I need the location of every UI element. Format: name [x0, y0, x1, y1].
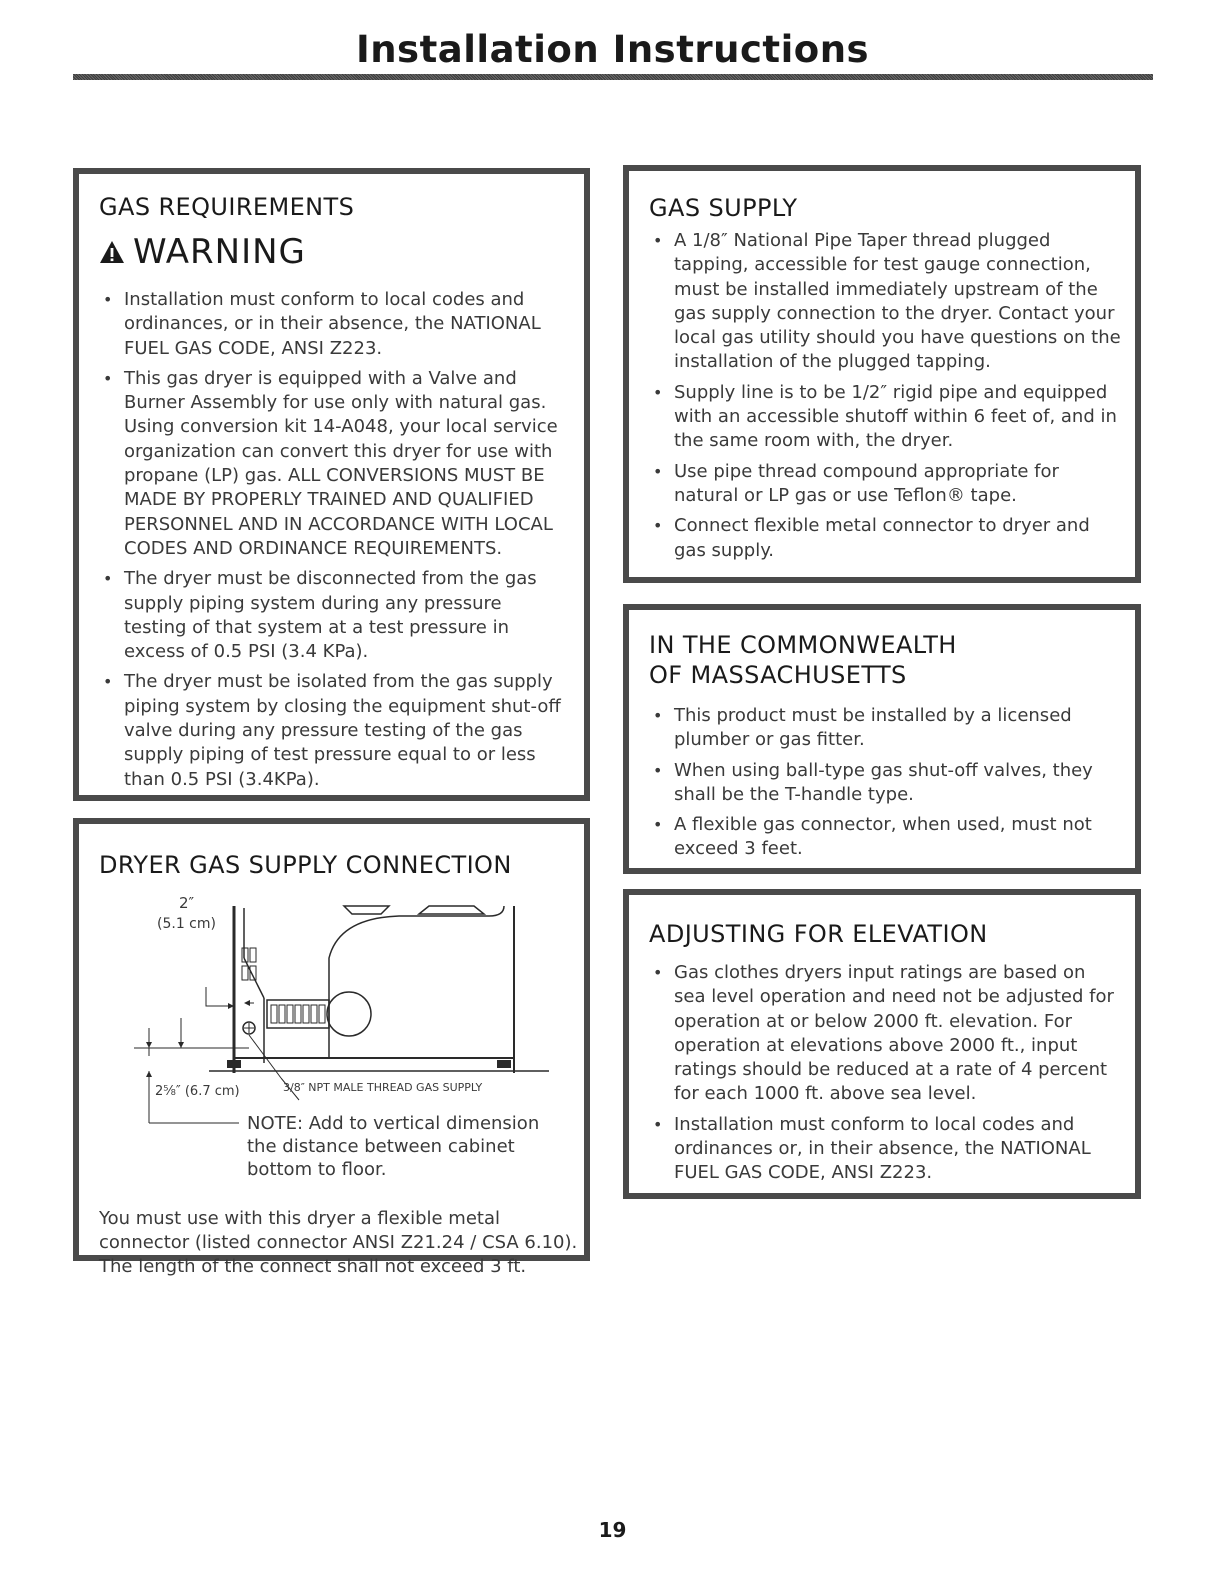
massachusetts-heading-line2: OF MASSACHUSETTS: [649, 661, 907, 689]
list-item: • This product must be installed by a licensed plumber or gas fitter.: [649, 704, 1115, 753]
list-item: • When using ball-type gas shut-off valves, they shall be the T-handle type.: [649, 759, 1115, 808]
massachusetts-box: [623, 604, 1141, 874]
gas-supply-box: [623, 165, 1141, 583]
gas-requirements-heading: GAS REQUIREMENTS: [99, 193, 355, 221]
elevation-box: [623, 889, 1141, 1199]
dryer-gas-supply-connection-box: [73, 818, 590, 1277]
gas-connection-diagram: [99, 888, 569, 1138]
gas-supply-list: [649, 229, 1125, 563]
list-item: • Supply line is to be 1/2″ rigid pipe and equipped with an accessible shutoff within 6 feet of, and in the same room with, the dryer.: [649, 381, 1125, 454]
warning-row: [99, 234, 564, 270]
dimension-top-label: 2″: [179, 894, 195, 912]
list-item: • The dryer must be disconnected from the gas supply piping system during any pressure testing of that system at a test pressure in excess of 0.5 PSI (3.4 KPa).: [99, 567, 564, 664]
dimension-bottom-label: 2⅝″ (6.7 cm): [155, 1084, 240, 1099]
massachusetts-heading-line1: IN THE COMMONWEALTH: [649, 631, 957, 659]
gas-requirements-list: [99, 288, 564, 792]
warning-triangle-icon: [99, 240, 125, 264]
connection-heading: DRYER GAS SUPPLY CONNECTION: [99, 851, 512, 879]
gas-requirements-box: [73, 168, 590, 801]
list-item: • Connect flexible metal connector to dryer and gas supply.: [649, 514, 1125, 563]
title-rule: [73, 74, 1153, 80]
elevation-list: [649, 961, 1115, 1186]
list-item: • Installation must conform to local codes and ordinances, or in their absence, the NATIONAL FUEL GAS CODE, ANSI Z223.: [99, 288, 564, 361]
list-item: • Use pipe thread compound appropriate for natural or LP gas or use Teflon® tape.: [649, 460, 1125, 509]
pipe-label: 3/8″ NPT MALE THREAD GAS SUPPLY: [283, 1081, 483, 1094]
dimension-top-metric: (5.1 cm): [157, 916, 216, 932]
gas-supply-heading: GAS SUPPLY: [649, 194, 798, 222]
list-item: • A 1/8″ National Pipe Taper thread plugged tapping, accessible for test gauge connection, must be installed immediately upstream of the gas supply connection to the dryer. Contact your local gas utility should you have questions on the installation of the plugged tapping.: [649, 229, 1125, 375]
diagram-note: NOTE: Add to vertical dimension the distance between cabinet bottom to floor.: [247, 1113, 540, 1180]
warning-label: WARNING: [133, 232, 306, 272]
elevation-heading: ADJUSTING FOR ELEVATION: [649, 920, 988, 948]
massachusetts-list: [649, 704, 1115, 862]
list-item: • This gas dryer is equipped with a Valve and Burner Assembly for use only with natural gas. Using conversion kit 14-A048, your local service organization can convert this dryer for use with propane (LP) gas. ALL CONVERSIONS MUST BE MADE BY PROPERLY TRAINED AND QUALIFIED PERSONNEL AND IN ACCORDANCE WITH LOCAL CODES AND ORDINANCE REQUIREMENTS.: [99, 367, 564, 561]
list-item: • Gas clothes dryers input ratings are based on sea level operation and need not be adjusted for operation at or below 2000 ft. elevation. For operation at elevations above 2000 ft., input ratings should be reduced at a rate of 4 percent for each 1000 ft. above sea level.: [649, 961, 1115, 1107]
list-item: • The dryer must be isolated from the gas supply piping system by closing the equipment shut-off valve during any pressure testing of the gas supply piping of test pressure equal to or less than 0.5 PSI (3.4KPa).: [99, 670, 564, 791]
list-item: • Installation must conform to local codes and ordinances or, in their absence, the NATIONAL FUEL GAS CODE, ANSI Z223.: [649, 1113, 1115, 1186]
page-number: 19: [598, 1518, 627, 1542]
list-item: • A flexible gas connector, when used, must not exceed 3 feet.: [649, 813, 1115, 862]
connector-requirement-text: You must use with this dryer a flexible metal connector (listed connector ANSI Z21.24 / CSA 6.10). The length of the connect shall not exceed 3 ft.: [99, 1208, 578, 1277]
page-title: Installation Instructions: [355, 28, 870, 71]
